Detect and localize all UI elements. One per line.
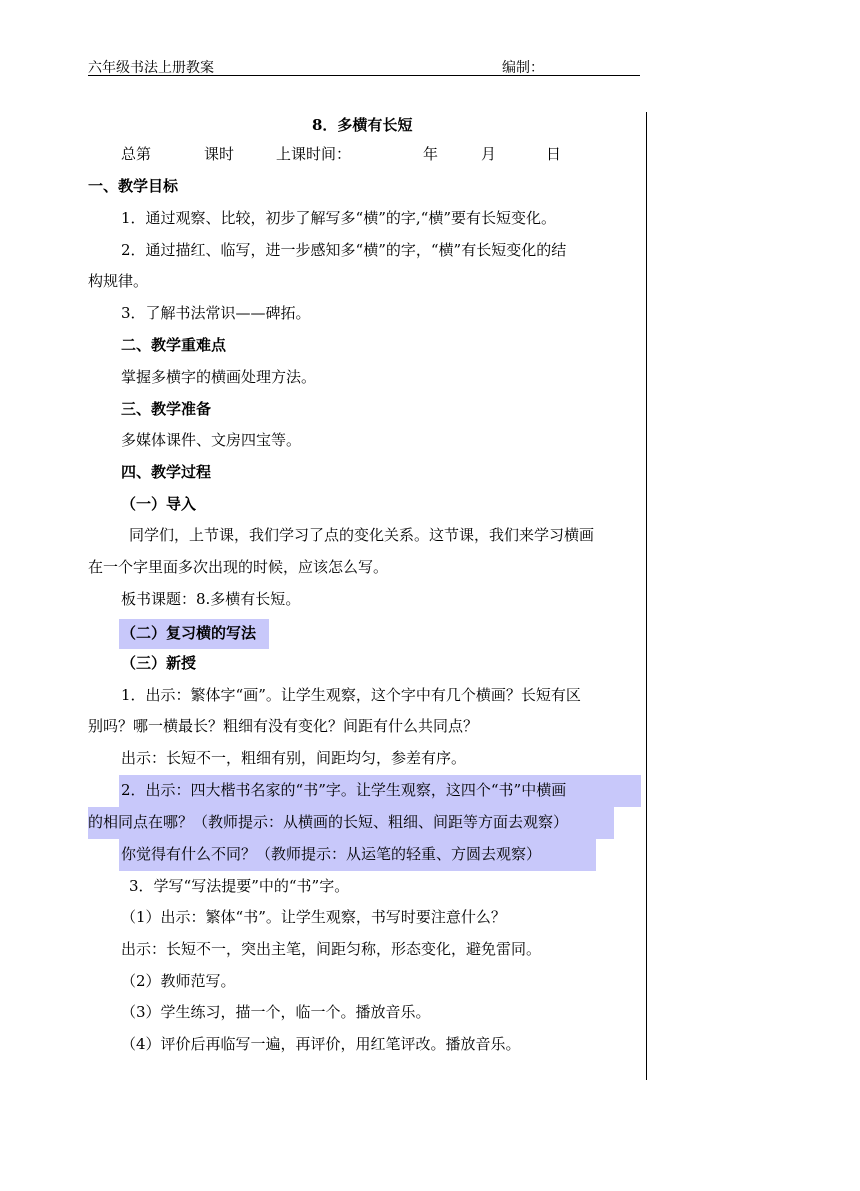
board-title: 板书课题：8.多横有长短。 [121,590,301,608]
step-1-result: 出示：长短不一，突出主笔，间距匀称，形态变化，避免雷同。 [121,940,542,958]
section-heading-goals: 一、教学目标 [88,177,179,195]
new-3: 3．学写“写法提要”中的“书”字。 [129,877,350,895]
schedule-year: 年 [423,145,439,163]
goal-2-line-2: 构规律。 [88,272,149,290]
subheading-intro: （一）导入 [121,495,197,513]
right-margin-rule [646,112,647,1080]
step-1: （1）出示：繁体“书”。让学生观察，书写时要注意什么？ [121,908,506,926]
goal-2-line-1: 2．通过描红、临写，进一步感知多“横”的字，“横”有长短变化的结 [121,241,567,259]
new-2-line-2: 的相同点在哪？（教师提示：从横画的长短、粗细、间距等方面去观察） [88,813,569,831]
schedule-time-label: 上课时间： [276,145,352,163]
new-1-line-2: 别吗？哪一横最长？粗细有没有变化？间距有什么共同点？ [88,717,479,735]
new-2-line-3: 你觉得有什么不同？（教师提示：从运笔的轻重、方圆去观察） [121,845,542,863]
new-2-line-1: 2．出示：四大楷书名家的“书”字。让学生观察，这四个“书”中横画 [121,781,567,799]
section-heading-prep: 三、教学准备 [121,400,212,418]
goal-1: 1．通过观察、比较，初步了解写多“横”的字,“横”要有长短变化。 [121,209,556,227]
key-text: 掌握多横字的横画处理方法。 [121,368,317,386]
schedule-month: 月 [481,145,497,163]
prep-text: 多媒体课件、文房四宝等。 [121,431,302,449]
step-2: （2）教师范写。 [121,972,236,990]
header-title: 六年级书法上册教案 [88,60,214,76]
new-1-result: 出示：长短不一，粗细有别，间距均匀，参差有序。 [121,749,467,767]
step-3: （3）学生练习，描一个，临一个。播放音乐。 [121,1003,431,1021]
header-divider [88,75,640,76]
goal-3: 3．了解书法常识——碑拓。 [121,304,311,322]
section-heading-key: 二、教学重难点 [121,336,227,354]
schedule-total: 总第 [121,145,152,163]
new-1-line-1: 1．出示：繁体字“画”。让学生观察，这个字中有几个横画？长短有区 [121,686,581,704]
section-heading-process: 四、教学过程 [121,463,212,481]
subheading-review: （二）复习横的写法 [121,624,257,642]
step-4: （4）评价后再临写一遍，再评价，用红笔评改。播放音乐。 [121,1035,521,1053]
intro-line-1: 同学们，上节课，我们学习了点的变化关系。这节课，我们来学习横画 [129,526,595,544]
schedule-day: 日 [546,145,562,163]
intro-line-2: 在一个字里面多次出现的时候，应该怎么写。 [88,558,389,576]
schedule-lesson: 课时 [204,145,235,163]
header-author-label: 编制： [502,60,544,76]
lesson-title: 8．多横有长短 [312,116,413,134]
subheading-new: （三）新授 [121,654,197,672]
